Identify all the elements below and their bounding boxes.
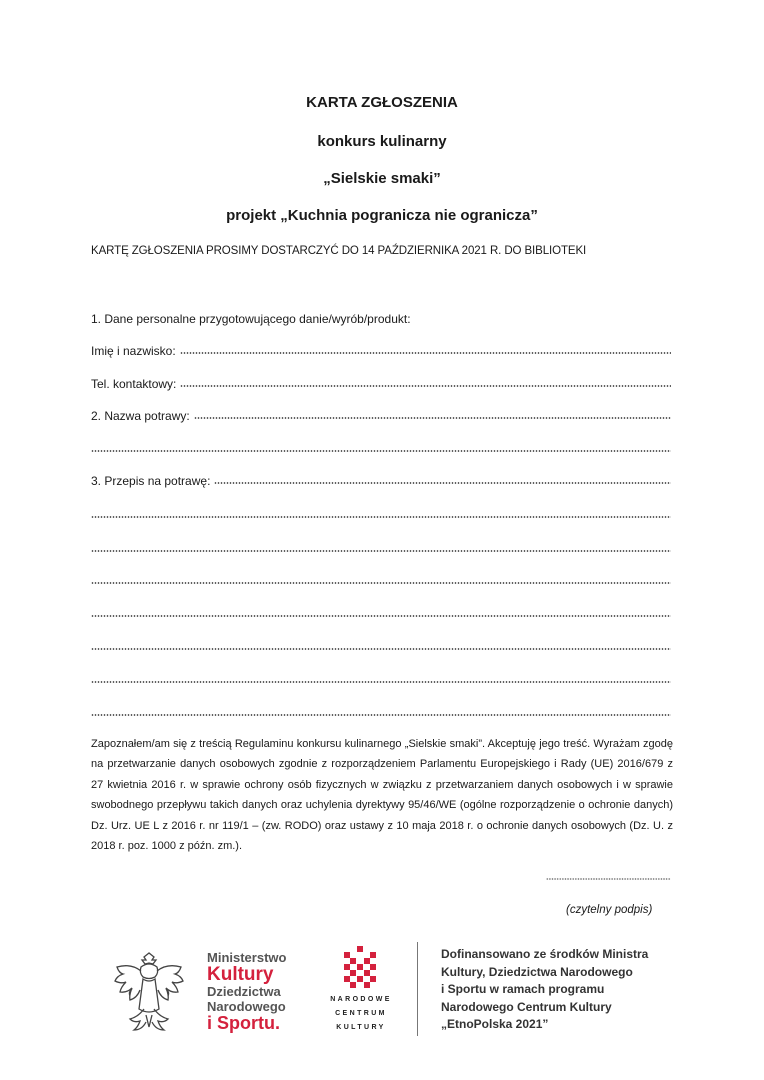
ministry-logo-line: Kultury bbox=[207, 964, 274, 985]
name-field[interactable] bbox=[91, 342, 671, 358]
name-dotted-line[interactable] bbox=[180, 351, 671, 355]
dish-name-continuation[interactable] bbox=[91, 440, 671, 456]
nck-line: NARODOWE bbox=[330, 996, 392, 1003]
recipe-line[interactable] bbox=[91, 704, 671, 720]
delivery-notice: KARTĘ ZGŁOSZENIA PROSIMY DOSTARCZYĆ DO 14 PAŹDZIERNIKA 2021 R. DO BIBLIOTEKI bbox=[91, 245, 587, 257]
funding-line: Dofinansowano ze środków Ministra bbox=[441, 947, 649, 961]
ministry-logo-line: Narodowego bbox=[207, 999, 286, 1014]
consent-paragraph: Zapoznałem/am się z treścią Regulaminu konkursu kulinarnego „Sielskie smaki”. Akceptuję jego treść. Wyrażam zgodę na przetwarzanie danych osobowych zgodnie z rozporządzeniem Parlamentu Europejskiego i Rady (UE) 2016/679 z 27 kwietnia 2016 r. w sprawie ochrony osób fizycznych w związku z przetwarzaniem danych osobowych i w sprawie swobodnego przepływu takich danych oraz uchylenia dyrektywy 95/46/WE (ogólne rozporządzenie o ochronie danych) Dz. Urz. UE L z 2016 r. nr 119/1 – (zw. RODO) oraz ustawy z 10 maja 2018 r. o ochronie danych osobowych (Dz. U. z 2018 r. poz. 1000 z późn. zm.). bbox=[91, 738, 673, 853]
recipe-field[interactable] bbox=[91, 472, 671, 488]
dish-name-field[interactable] bbox=[91, 407, 671, 423]
polish-eagle-emblem-icon bbox=[108, 945, 190, 1037]
funding-line: „EtnoPolska 2021” bbox=[441, 1017, 549, 1032]
contest-name: „Sielskie smaki” bbox=[323, 170, 441, 187]
funding-line: i Sportu w ramach programu bbox=[441, 982, 605, 997]
dotted-line[interactable] bbox=[91, 549, 671, 553]
nck-logo-text bbox=[330, 993, 392, 1035]
recipe-line[interactable] bbox=[91, 506, 671, 522]
dish-name-dotted-line[interactable] bbox=[194, 416, 671, 420]
nck-logo-icon bbox=[342, 946, 378, 988]
ministry-logo-line: Ministerstwo bbox=[207, 950, 287, 965]
footer-divider bbox=[417, 942, 418, 1036]
ministry-logo-line: i Sportu. bbox=[207, 1013, 280, 1033]
section-1-heading bbox=[91, 310, 671, 326]
signature-label: (czytelny podpis) bbox=[566, 904, 653, 916]
recipe-line[interactable] bbox=[91, 540, 671, 556]
funding-line: Kultury, Dziedzictwa Narodowego bbox=[441, 964, 633, 979]
phone-label: Tel. kontaktowy: bbox=[91, 377, 177, 391]
nck-line: KULTURY bbox=[336, 1024, 386, 1031]
dotted-line[interactable] bbox=[91, 515, 671, 519]
recipe-line[interactable] bbox=[91, 605, 671, 621]
name-label: Imię i nazwisko: bbox=[91, 344, 176, 358]
dotted-line[interactable] bbox=[91, 449, 671, 453]
dotted-line[interactable] bbox=[91, 680, 671, 684]
dotted-line[interactable] bbox=[91, 581, 671, 585]
funding-statement bbox=[441, 946, 648, 1034]
recipe-label: 3. Przepis na potrawę: bbox=[91, 474, 211, 488]
recipe-dotted-line[interactable] bbox=[214, 481, 671, 485]
signature-line[interactable] bbox=[546, 877, 671, 881]
section-1-label: 1. Dane personalne przygotowującego danie/wyrób/produkt: bbox=[91, 312, 411, 326]
dotted-line[interactable] bbox=[91, 647, 671, 651]
ministry-logo bbox=[207, 950, 286, 1033]
funding-line: Narodowego Centrum Kultury bbox=[441, 999, 612, 1014]
dotted-line[interactable] bbox=[91, 614, 671, 618]
document-subtitle: konkurs kulinarny bbox=[317, 133, 447, 150]
nck-line: CENTRUM bbox=[335, 1010, 387, 1017]
recipe-line[interactable] bbox=[91, 572, 671, 588]
dotted-line[interactable] bbox=[91, 713, 671, 717]
document-title: KARTA ZGŁOSZENIA bbox=[306, 94, 458, 111]
recipe-line[interactable] bbox=[91, 671, 671, 687]
phone-dotted-line[interactable] bbox=[180, 384, 671, 388]
dish-name-label: 2. Nazwa potrawy: bbox=[91, 409, 190, 423]
phone-field[interactable] bbox=[91, 375, 671, 391]
recipe-line[interactable] bbox=[91, 638, 671, 654]
ministry-logo-line: Dziedzictwa bbox=[207, 984, 281, 999]
project-name: projekt „Kuchnia pogranicza nie ogranicza” bbox=[226, 207, 538, 224]
